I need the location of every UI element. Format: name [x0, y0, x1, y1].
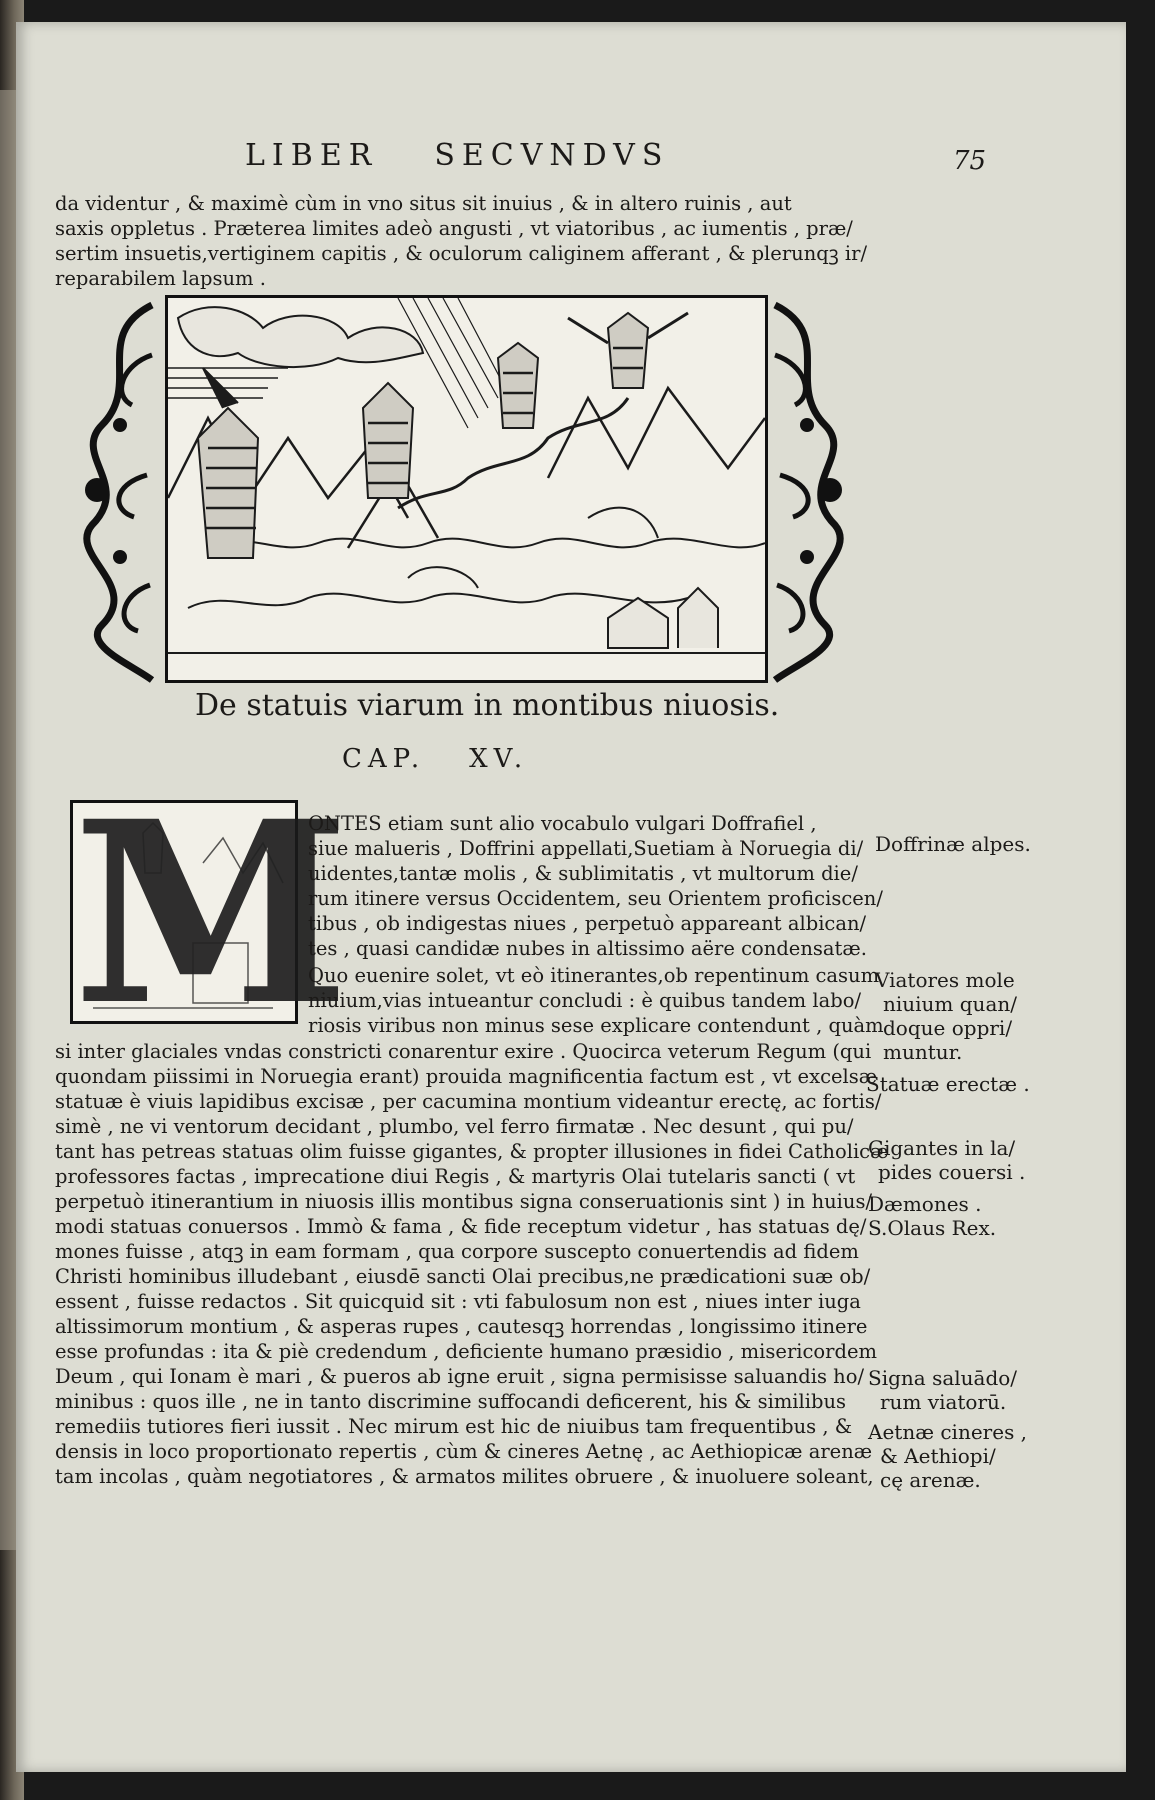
- body-line: professores factas , imprecatione diui Regis , & martyris Olai tutelaris sancti ( vt: [55, 1165, 856, 1188]
- right-scroll-ornament: [765, 295, 855, 685]
- intro-line: saxis oppletus . Præterea limites adeò angusti , vt viatoribus , ac iumentis , præ/: [55, 217, 853, 240]
- intro-line: reparabilem lapsum .: [55, 267, 266, 290]
- body-line: perpetuò itinerantium in niuosis illis montibus signa conseruationis sint ) in huius/: [55, 1190, 873, 1213]
- intro-line: da videntur , & maximè cùm in vno situs sit inuius , & in altero ruinis , aut: [55, 192, 792, 215]
- body-line: tant has petreas statuas olim fuisse gigantes, & propter illusiones in fidei Catholicæ: [55, 1140, 889, 1163]
- woodcut-illustration-frame: [72, 295, 855, 685]
- margin-note: Gigantes in la/ pides couersi .: [868, 1136, 1026, 1184]
- margin-note: Aetnæ cineres , & Aethiopi/ cę arenæ.: [868, 1420, 1028, 1492]
- running-head-left: LIBER: [245, 138, 379, 173]
- chapter-label: CAP.: [342, 744, 426, 774]
- chapter-heading: [342, 744, 572, 774]
- chapter-number: XV.: [469, 744, 529, 774]
- body-line: quondam piissimi in Noruegia erant) prouida magnificentia factum est , vt excelsæ: [55, 1065, 878, 1088]
- body-line: essent , fuisse redactos . Sit quicquid sit : vti fabulosum non est , niues inter iuga: [55, 1290, 861, 1313]
- margin-note: Signa saluādo/ rum viatorū.: [868, 1366, 1018, 1414]
- body-line: modi statuas conuersos . Immò & fama , & fide receptum videtur , has statuas dę/: [55, 1215, 867, 1238]
- body-line: statuæ è viuis lapidibus excisæ , per cacumina montium videantur erectę, ac fortis/: [55, 1090, 882, 1113]
- running-head: [245, 138, 725, 173]
- body-line: riosis viribus non minus sese explicare contendunt , quàm: [308, 1014, 884, 1037]
- body-line: simè , ne vi ventorum decidant , plumbo, vel ferro firmatæ . Nec desunt , qui pu/: [55, 1115, 854, 1138]
- body-line: tam incolas , quàm negotiatores , & armatos milites obruere , & inuoluere soleant,: [55, 1465, 874, 1488]
- margin-note: Doffrinæ alpes.: [875, 832, 1031, 856]
- page-number: 75: [953, 146, 987, 176]
- body-line: si inter glaciales vndas constricti conarentur exire . Quocirca veterum Regum (qui: [55, 1040, 872, 1063]
- body-line: tes , quasi candidæ nubes in altissimo aëre condensatæ.: [308, 937, 867, 960]
- body-line: remediis tutiores fieri iussit . Nec mirum est hic de niuibus tam frequentibus , &: [55, 1415, 853, 1438]
- body-line: tibus , ob indigestas niues , perpetuò appareant albican/: [308, 912, 867, 935]
- running-head-right: SECVNDVS: [434, 138, 670, 173]
- body-line: niuium,vias intueantur concludi : è quibus tandem labo/: [308, 989, 862, 1012]
- margin-note: Dæmones .: [868, 1192, 982, 1216]
- body-line: esse profundas : ita & piè credendum , deficiente humano præsidio , misericordem: [55, 1340, 878, 1363]
- woodcut-mountain-statues-image: [165, 295, 768, 683]
- initial-letter: M: [73, 766, 350, 1060]
- body-line: uidentes,tantæ molis , & sublimitatis , vt multorum die/: [308, 862, 858, 885]
- intro-line: sertim insuetis,vertiginem capitis , & oculorum caliginem afferant , & plerunqꝫ ir/: [55, 242, 868, 265]
- body-line: ONTES etiam sunt alio vocabulo vulgari Doffrafiel ,: [308, 812, 817, 835]
- body-line: densis in loco proportionato repertis , cùm & cineres Aetnę , ac Aethiopicæ arenæ: [55, 1440, 873, 1463]
- left-scroll-ornament: [72, 295, 162, 685]
- body-line: mones fuisse , atqꝫ in eam formam , qua corpore suscepto conuertendis ad fidem: [55, 1240, 859, 1263]
- initial-illustration: [73, 803, 295, 1021]
- body-line: Christi hominibus illudebant , eiusdē sancti Olai precibus,ne prædicationi suæ ob/: [55, 1265, 871, 1288]
- illustration-caption: De statuis viarum in montibus niuosis.: [195, 688, 780, 723]
- body-line: Quo euenire solet, vt eò itinerantes,ob repentinum casum: [308, 964, 880, 987]
- body-line: altissimorum montium , & asperas rupes , cautesqꝫ horrendas , longissimo itinere: [55, 1315, 868, 1338]
- body-line: Deum , qui Ionam è mari , & pueros ab igne eruit , signa permisisse saluandis ho/: [55, 1365, 865, 1388]
- body-line: siue malueris , Doffrini appellati,Suetiam à Noruegia di/: [308, 837, 864, 860]
- margin-note: Statuæ erectæ .: [866, 1072, 1030, 1096]
- body-line: rum itinere versus Occidentem, seu Orientem proficiscen/: [308, 887, 883, 910]
- margin-note: S.Olaus Rex.: [868, 1216, 997, 1240]
- decorated-initial: [70, 766, 350, 1060]
- body-line: minibus : quos ille , ne in tanto discrimine suffocandi deficerent, his & similibus: [55, 1390, 847, 1413]
- margin-note: Viatores mole niuium quan/ doque oppri/ muntur.: [875, 968, 1017, 1064]
